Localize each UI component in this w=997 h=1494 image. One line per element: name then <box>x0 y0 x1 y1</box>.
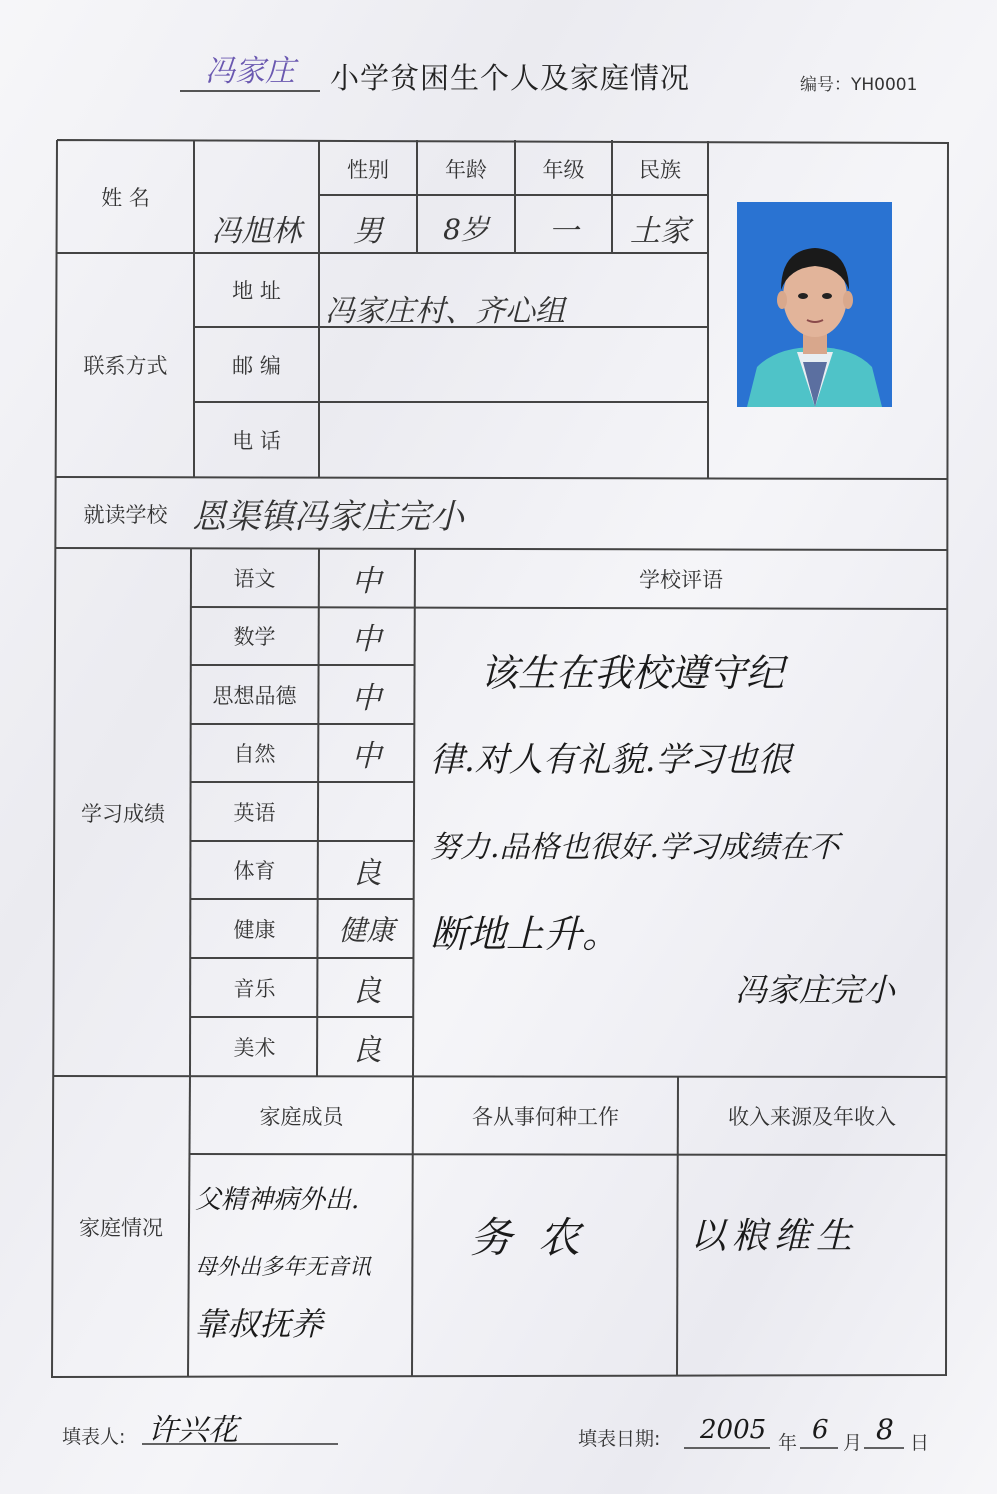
subject-name: 美术 <box>233 1035 276 1060</box>
phone-value <box>325 402 705 477</box>
subject-name: 体育 <box>233 859 276 883</box>
comment-line: 律.对人有礼貌.学习也很 <box>430 740 792 780</box>
school-value: 恩渠镇冯家庄完小 <box>192 497 464 537</box>
student-name: 冯旭林 <box>211 213 302 249</box>
comment-line: 断地上升。 <box>430 912 621 956</box>
date-label: 填表日期: <box>578 1428 661 1450</box>
family-member-line: 父精神病外出. <box>195 1185 360 1215</box>
subject-name: 数学 <box>233 625 276 649</box>
day-label: 日 <box>910 1432 930 1454</box>
age-label: 年龄 <box>445 157 487 182</box>
subject-name: 语文 <box>233 567 276 591</box>
subject-grade: 中 <box>351 680 382 716</box>
subject-grade: 良 <box>351 1032 382 1068</box>
postcode-label: 邮 编 <box>232 353 281 378</box>
ethnicity-label: 民族 <box>639 157 681 182</box>
student-grade: 一 <box>548 213 579 249</box>
occupation-value: 务农 <box>470 1213 607 1262</box>
comment-line: 努力.品格也很好.学习成绩在不 <box>430 830 840 865</box>
grade-label: 年级 <box>542 157 585 182</box>
subject-name: 健康 <box>233 917 276 942</box>
subject-grade: 良 <box>351 856 382 891</box>
postcode-value <box>325 327 705 402</box>
family-label: 家庭情况 <box>79 1215 163 1240</box>
school-comment <box>430 630 950 978</box>
filler-name: 许兴花 <box>148 1413 238 1448</box>
address-label: 地 址 <box>232 279 281 303</box>
family-members-label: 家庭成员 <box>259 1104 344 1129</box>
serial-number: 编号：YH0001 <box>800 75 918 95</box>
student-ethnicity: 土家 <box>630 213 690 249</box>
comment-signature: 冯家庄完小 <box>735 971 896 1009</box>
subjects-table <box>191 549 415 1076</box>
student-gender: 男 <box>353 213 383 249</box>
address-value: 冯家庄村、齐心组 <box>325 294 565 329</box>
comment-line: 该生在我校遵守纪 <box>480 651 785 695</box>
subject-name: 思想品德 <box>212 683 297 708</box>
student-photo <box>737 202 892 407</box>
school-comment-label: 学校评语 <box>639 567 723 592</box>
subject-grade <box>318 782 415 841</box>
date-month-value: 6 <box>812 1415 829 1445</box>
family-members-value <box>195 1170 410 1354</box>
filler-label: 填表人: <box>62 1426 126 1448</box>
contact-label: 联系方式 <box>83 354 168 378</box>
date-day-value: 8 <box>876 1413 894 1446</box>
subject-grade: 良 <box>351 973 382 1009</box>
family-member-line: 母外出多年无音讯 <box>195 1255 372 1280</box>
village-name: 冯家庄 <box>180 54 320 92</box>
school-label: 就读学校 <box>83 502 168 527</box>
name-label: 姓 名 <box>101 185 150 210</box>
occupation-label: 各从事何种工作 <box>472 1104 619 1129</box>
subject-grade: 健康 <box>338 913 395 947</box>
gender-label: 性别 <box>347 157 389 182</box>
student-age: 8岁 <box>443 212 489 246</box>
subject-grade: 中 <box>351 739 382 774</box>
phone-label: 电 话 <box>232 428 281 453</box>
studies-label: 学习成绩 <box>81 801 165 826</box>
income-label: 收入来源及年收入 <box>728 1104 896 1129</box>
form-title: 小学贫困生个人及家庭情况 <box>330 61 691 95</box>
family-member-line: 靠叔抚养 <box>195 1305 324 1343</box>
year-label: 年 <box>778 1432 798 1454</box>
date-year-value: 2005 <box>700 1415 767 1445</box>
subject-name: 英语 <box>233 800 276 825</box>
income-value: 以粮维生 <box>690 1216 859 1257</box>
month-label: 月 <box>843 1432 863 1454</box>
subject-grade: 中 <box>351 622 382 657</box>
subject-grade: 中 <box>351 564 382 599</box>
subject-name: 自然 <box>233 742 276 766</box>
subject-name: 音乐 <box>233 976 276 1001</box>
